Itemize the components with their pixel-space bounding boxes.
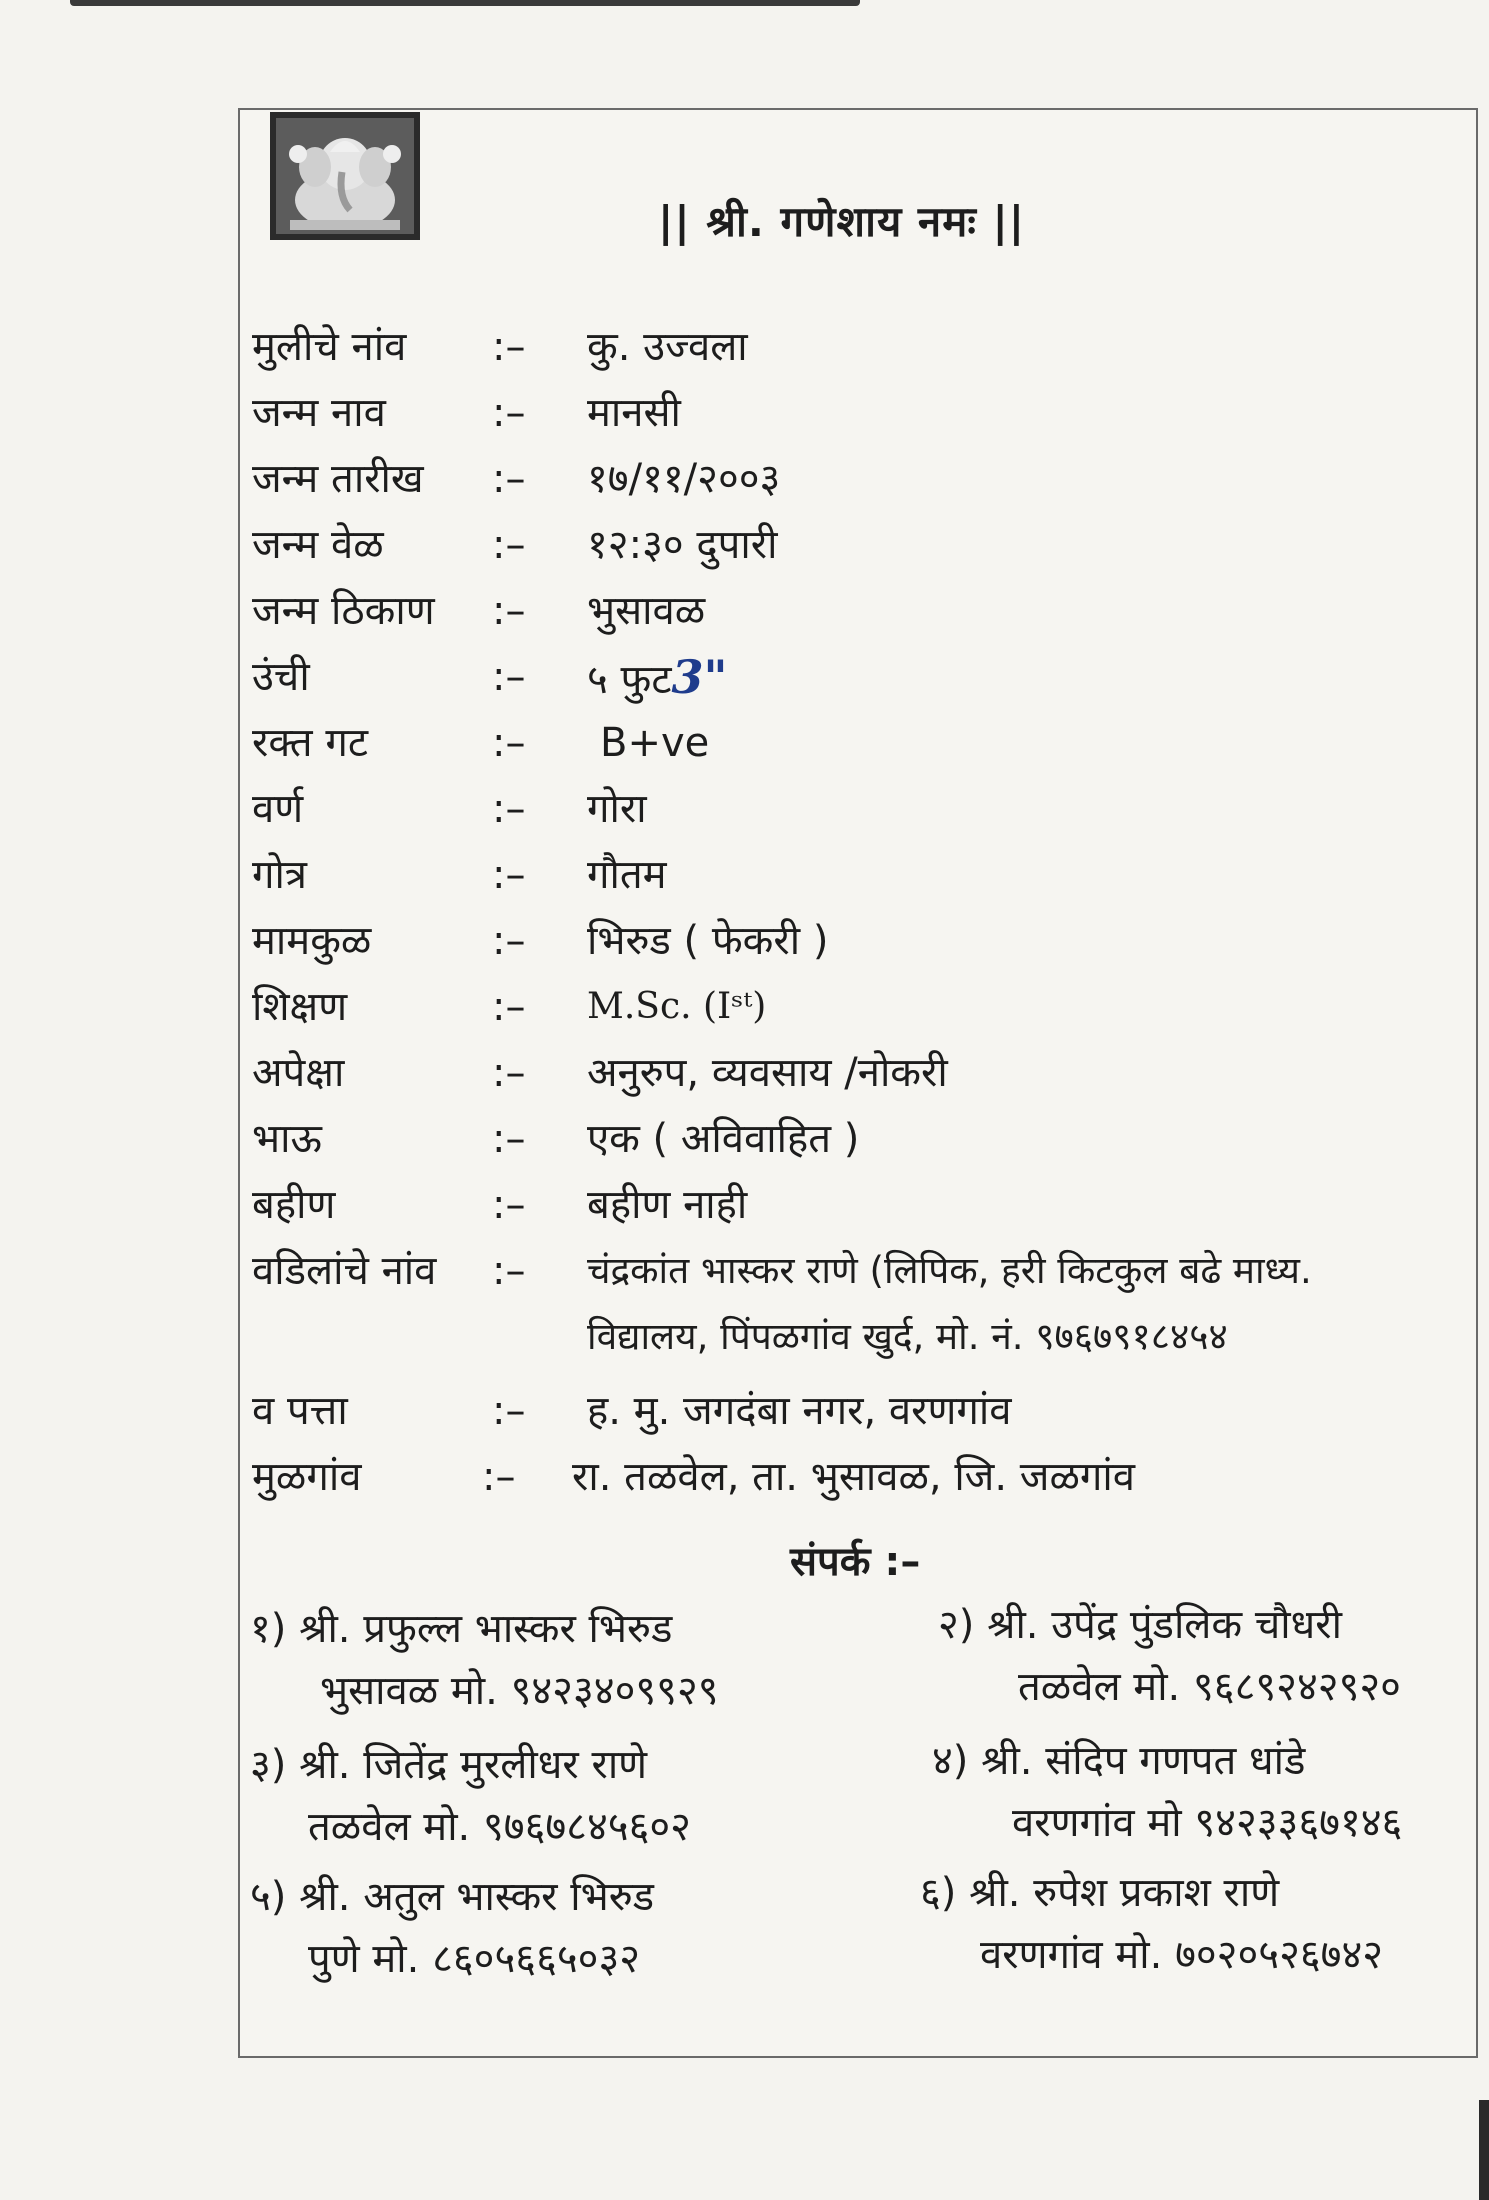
contact-item-5 xyxy=(250,1866,654,1990)
contact-name: २) श्री. उपेंद्र पुंडलिक चौधरी xyxy=(938,1602,1342,1648)
detail-separator: :– xyxy=(492,522,526,568)
detail-separator: :– xyxy=(492,720,526,766)
detail-label: मुलीचे नांव xyxy=(252,324,407,370)
contact-name: ५) श्री. अतुल भास्कर भिरुड xyxy=(250,1874,655,1920)
height-handwritten: 3" xyxy=(671,650,728,704)
detail-label: मुळगांव xyxy=(252,1454,362,1500)
ganesha-icon xyxy=(270,112,420,240)
detail-value: चंद्रकांत भास्कर राणे (लिपिक, हरी किटकुल बढे माध्य. xyxy=(587,1249,1312,1292)
detail-value: ह. मु. जगदंबा नगर, वरणगांव xyxy=(587,1388,1012,1434)
detail-separator: :– xyxy=(492,1050,526,1096)
contact-item-1 xyxy=(250,1598,719,1722)
detail-label: वर्ण xyxy=(252,786,304,832)
detail-separator: :– xyxy=(492,1116,526,1162)
detail-separator: :– xyxy=(492,1388,526,1434)
detail-separator: :– xyxy=(492,852,526,898)
detail-label: जन्म ठिकाण xyxy=(252,588,435,634)
detail-label: जन्म नाव xyxy=(252,390,386,436)
contact-phone: भुसावळ मो. ९४२३४०९९२९ xyxy=(320,1668,719,1714)
detail-label: रक्त गट xyxy=(252,720,368,766)
detail-label: मामकुळ xyxy=(252,918,372,964)
detail-value: भुसावळ xyxy=(587,588,706,634)
detail-value: अनुरुप, व्यवसाय /नोकरी xyxy=(587,1050,948,1096)
page-title: || श्री. गणेशाय नमः || xyxy=(658,197,1026,246)
detail-value: B+ve xyxy=(600,720,710,766)
paper-edge-shadow xyxy=(1479,2100,1489,2200)
detail-value: भिरुड ( फेकरी ) xyxy=(587,918,829,964)
detail-label: वडिलांचे नांव xyxy=(252,1248,437,1294)
detail-separator: :– xyxy=(492,588,526,634)
contact-item-4 xyxy=(932,1730,1402,1854)
detail-label: व पत्ता xyxy=(252,1388,348,1434)
detail-value: एक ( अविवाहित ) xyxy=(587,1116,860,1162)
contact-item-3 xyxy=(250,1734,691,1858)
detail-separator: :– xyxy=(492,654,526,700)
detail-label: गोत्र xyxy=(252,852,307,898)
contact-name: ३) श्री. जितेंद्र मुरलीधर राणे xyxy=(250,1742,648,1788)
detail-value: कु. उज्वला xyxy=(587,324,748,370)
detail-value: गोरा xyxy=(587,786,647,832)
contact-phone: वरणगांव मो. ७०२०५२६७४२ xyxy=(980,1932,1384,1978)
contact-item-2 xyxy=(938,1594,1401,1718)
contact-name: ६) श्री. रुपेश प्रकाश राणे xyxy=(920,1870,1280,1916)
detail-separator: :– xyxy=(492,456,526,502)
detail-label: शिक्षण xyxy=(252,984,348,1030)
contact-phone: तळवेल मो. ९६८९२४२९२० xyxy=(1018,1664,1401,1710)
contact-item-6 xyxy=(920,1862,1383,1986)
detail-label: भाऊ xyxy=(252,1116,322,1162)
contact-phone: पुणे मो. ८६०५६६५०३२ xyxy=(308,1936,641,1982)
detail-label: जन्म वेळ xyxy=(252,522,384,568)
height-printed: ५ फुट xyxy=(587,657,672,703)
contact-name: ४) श्री. संदिप गणपत धांडे xyxy=(932,1738,1306,1784)
detail-separator: :– xyxy=(492,324,526,370)
detail-value: M.Sc. (Iˢᵗ) xyxy=(587,986,767,1027)
contact-section-title: संपर्क :– xyxy=(790,1539,921,1585)
detail-value: बहीण नाही xyxy=(587,1182,748,1228)
detail-value: मानसी xyxy=(587,390,681,436)
detail-label: बहीण xyxy=(252,1182,336,1228)
detail-separator: :– xyxy=(492,390,526,436)
detail-separator: :– xyxy=(492,1182,526,1228)
detail-separator: :– xyxy=(492,786,526,832)
detail-separator: :– xyxy=(482,1454,516,1500)
detail-separator: :– xyxy=(492,984,526,1030)
detail-value: १७/११/२००३ xyxy=(587,456,781,502)
contact-name: १) श्री. प्रफुल्ल भास्कर भिरुड xyxy=(250,1606,673,1652)
detail-label: जन्म तारीख xyxy=(252,456,424,502)
detail-row-father-continuation: विद्यालय, पिंपळगांव खुर्द, मो. नं. ९७६७९१८४५४ xyxy=(587,1315,1228,1358)
contact-phone: तळवेल मो. ९७६७८४५६०२ xyxy=(308,1804,691,1850)
detail-value: रा. तळवेल, ता. भुसावळ, जि. जळगांव xyxy=(572,1454,1135,1500)
contact-phone: वरणगांव मो ९४२३३६७१४६ xyxy=(1012,1800,1403,1846)
detail-separator: :– xyxy=(492,918,526,964)
detail-label: अपेक्षा xyxy=(252,1050,345,1096)
detail-label: उंची xyxy=(252,654,310,700)
detail-separator: :– xyxy=(492,1248,526,1294)
paper-edge-strip xyxy=(70,0,860,6)
biodata-card xyxy=(238,108,1478,2058)
detail-value: गौतम xyxy=(587,852,667,898)
detail-value xyxy=(587,648,728,709)
detail-value: १२:३० दुपारी xyxy=(587,522,778,568)
